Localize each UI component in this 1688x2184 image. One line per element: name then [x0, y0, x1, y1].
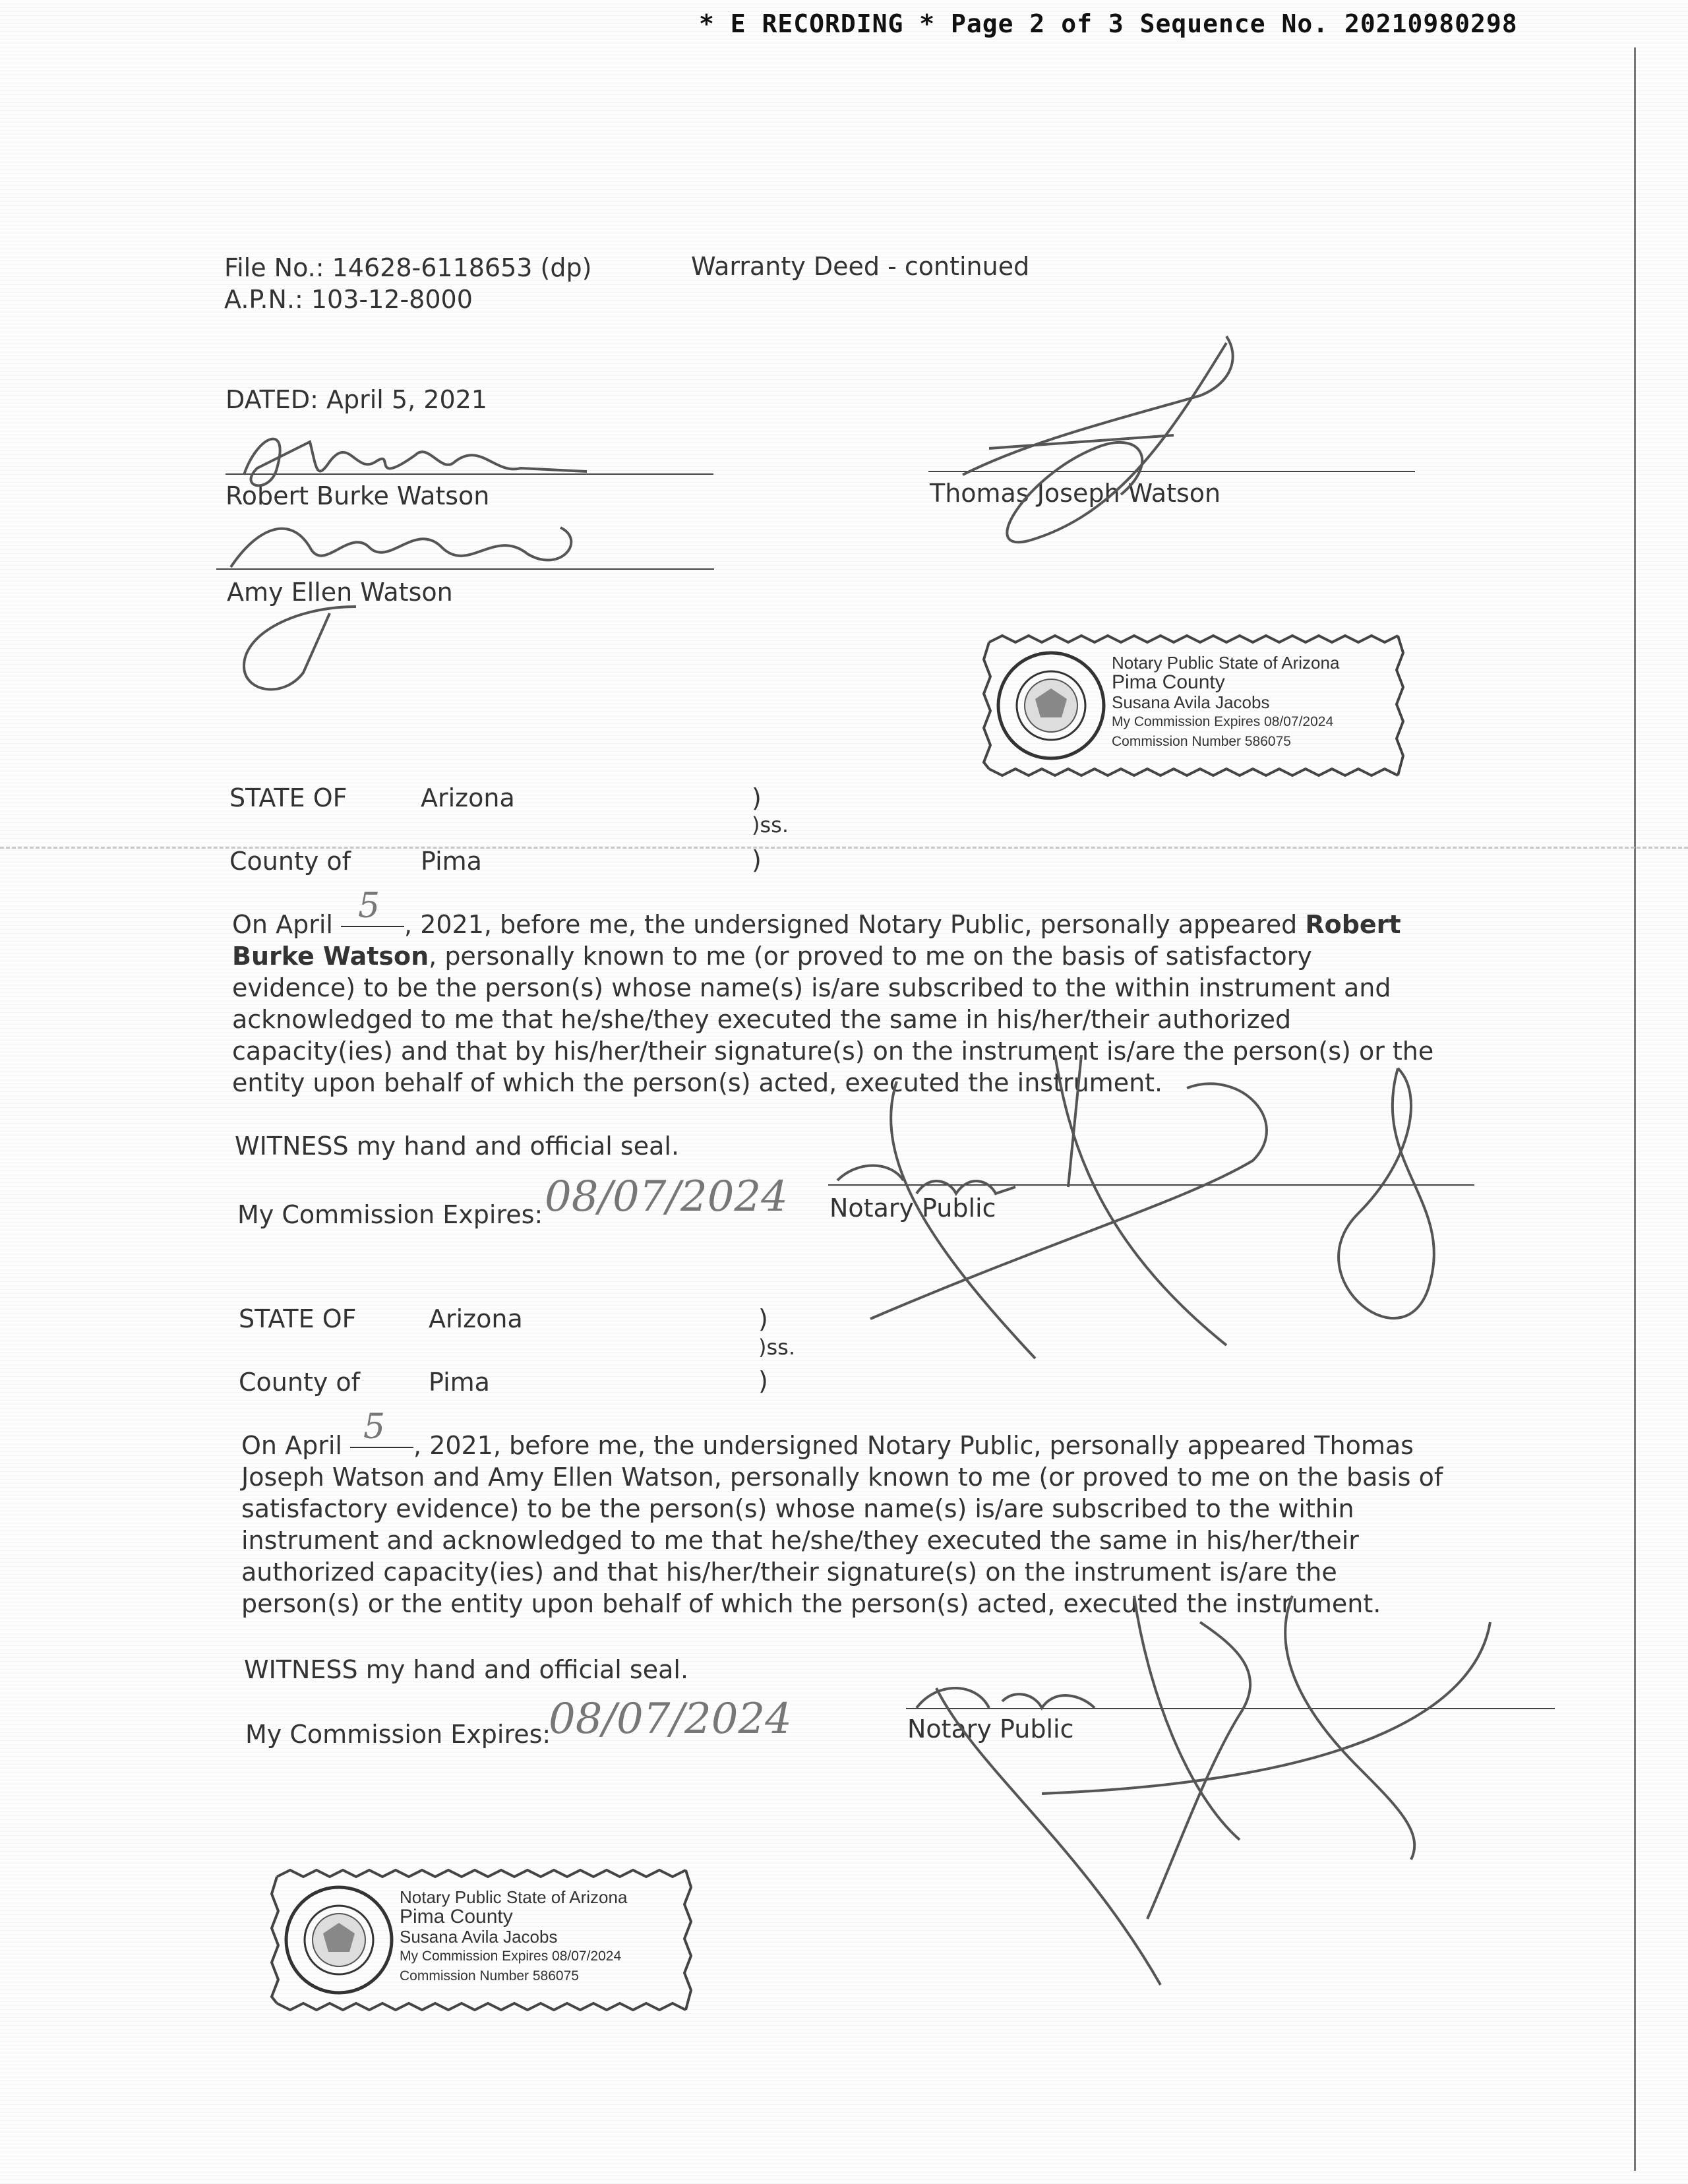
- ack1-signer-name: Robert Burke Watson: [232, 910, 1401, 971]
- ack2-text-before: On April: [241, 1431, 342, 1460]
- ack2-state-label: STATE OF: [239, 1304, 357, 1333]
- ack2-ss: )ss.: [758, 1335, 795, 1360]
- ack1-paren-bottom: ): [752, 845, 762, 874]
- ack1-notary-signature-line: [828, 1184, 1474, 1186]
- page-edge-line: [1634, 47, 1636, 2171]
- notary-seal-top: [982, 633, 1404, 778]
- seal-notary-name: Susana Avila Jacobs: [400, 1927, 558, 1947]
- signer-robert-name: Robert Burke Watson: [226, 481, 490, 510]
- ack2-commission-label: My Commission Expires:: [245, 1720, 551, 1749]
- ack2-county-value: Pima: [429, 1368, 490, 1397]
- seal-title: Notary Public State of Arizona: [400, 1887, 628, 1907]
- ack1-paragraph: [232, 886, 1439, 1099]
- seal-expiration: My Commission Expires 08/07/2024: [400, 1949, 622, 1964]
- ack1-state-value: Arizona: [421, 783, 515, 812]
- recording-header: * E RECORDING * Page 2 of 3 Sequence No. 20210980298: [699, 9, 1518, 38]
- apn-number: A.P.N.: 103-12-8000: [224, 285, 473, 314]
- ack1-commission-handwritten: 08/07/2024: [545, 1172, 788, 1221]
- ack2-paragraph: [241, 1407, 1448, 1620]
- signer-thomas-name: Thomas Joseph Watson: [930, 479, 1221, 508]
- ack2-paren-top: ): [758, 1304, 768, 1333]
- file-number: File No.: 14628-6118653 (dp): [224, 253, 592, 282]
- document-title: Warranty Deed - continued: [691, 252, 1030, 281]
- signature-line-amy: [216, 568, 714, 570]
- ack1-paren-top: ): [752, 783, 762, 812]
- ack1-ss: )ss.: [752, 812, 789, 837]
- ack1-county-label: County of: [229, 847, 351, 876]
- signature-line-robert: [226, 473, 713, 475]
- seal-county: Pima County: [1112, 671, 1225, 693]
- ack2-state-value: Arizona: [429, 1304, 523, 1333]
- ack2-day-handwritten: 5: [363, 1407, 386, 1447]
- ack2-paren-bottom: ): [758, 1366, 768, 1395]
- signature-line-thomas: [928, 471, 1415, 472]
- notary-seal-bottom: [270, 1867, 692, 2013]
- seal-county: Pima County: [400, 1906, 513, 1927]
- ack2-commission-handwritten: 08/07/2024: [549, 1695, 792, 1744]
- ack1-day-blank: [341, 886, 404, 927]
- signer-amy-name: Amy Ellen Watson: [227, 578, 453, 607]
- ack2-notary-label: Notary Public: [907, 1714, 1074, 1744]
- seal-title: Notary Public State of Arizona: [1112, 653, 1340, 673]
- ack2-witness: WITNESS my hand and official seal.: [244, 1655, 689, 1684]
- ack1-text-before: On April: [232, 910, 333, 939]
- seal-text-bottom: [400, 1887, 627, 1986]
- ack1-commission-label: My Commission Expires:: [237, 1200, 543, 1229]
- ack2-county-label: County of: [239, 1368, 361, 1397]
- seal-text-top: [1112, 653, 1339, 752]
- seal-expiration: My Commission Expires 08/07/2024: [1112, 714, 1334, 729]
- ack1-state-label: STATE OF: [229, 783, 347, 812]
- seal-commission-number: Commission Number 586075: [400, 1968, 579, 1984]
- ack1-county-value: Pima: [421, 847, 482, 876]
- ack2-day-blank: [350, 1407, 413, 1448]
- ack1-day-handwritten: 5: [358, 886, 380, 926]
- seal-commission-number: Commission Number 586075: [1112, 734, 1291, 749]
- dated-line: DATED: April 5, 2021: [226, 385, 487, 414]
- ack1-text-mid: , 2021, before me, the undersigned Notary Public, personally appeared: [404, 910, 1298, 939]
- ack2-text-after: , 2021, before me, the undersigned Notary Public, personally appeared Thomas Joseph Watson and Amy Ellen Watson, personally known to me (or proved to me on the basis of satisfactory evidence) to be the person(s) whose name(s) is/are subscribed to the within instrument and acknowledged to me that he/she/they executed the same in his/her/their authorized capacity(ies) and that his/her/their signature(s) on the instrument is/are the person(s) or the entity upon behalf of which the person(s) acted, executed the instrument.: [241, 1431, 1443, 1618]
- ack1-witness: WITNESS my hand and official seal.: [235, 1132, 680, 1161]
- ack1-notary-label: Notary Public: [829, 1194, 996, 1223]
- ack2-notary-signature-line: [906, 1708, 1555, 1709]
- seal-notary-name: Susana Avila Jacobs: [1112, 692, 1270, 712]
- ack1-text-after: , personally known to me (or proved to me on the basis of satisfactory evidence) to be the person(s) whose name(s) is/are subscribed to the within instrument and acknowledged to me that he/she/they executed the same in his/her/their authorized capacity(ies) and that by his/her/their signature(s) on the instrument is/are the person(s) or the entity upon behalf of which the person(s) acted, executed the instrument.: [232, 942, 1434, 1097]
